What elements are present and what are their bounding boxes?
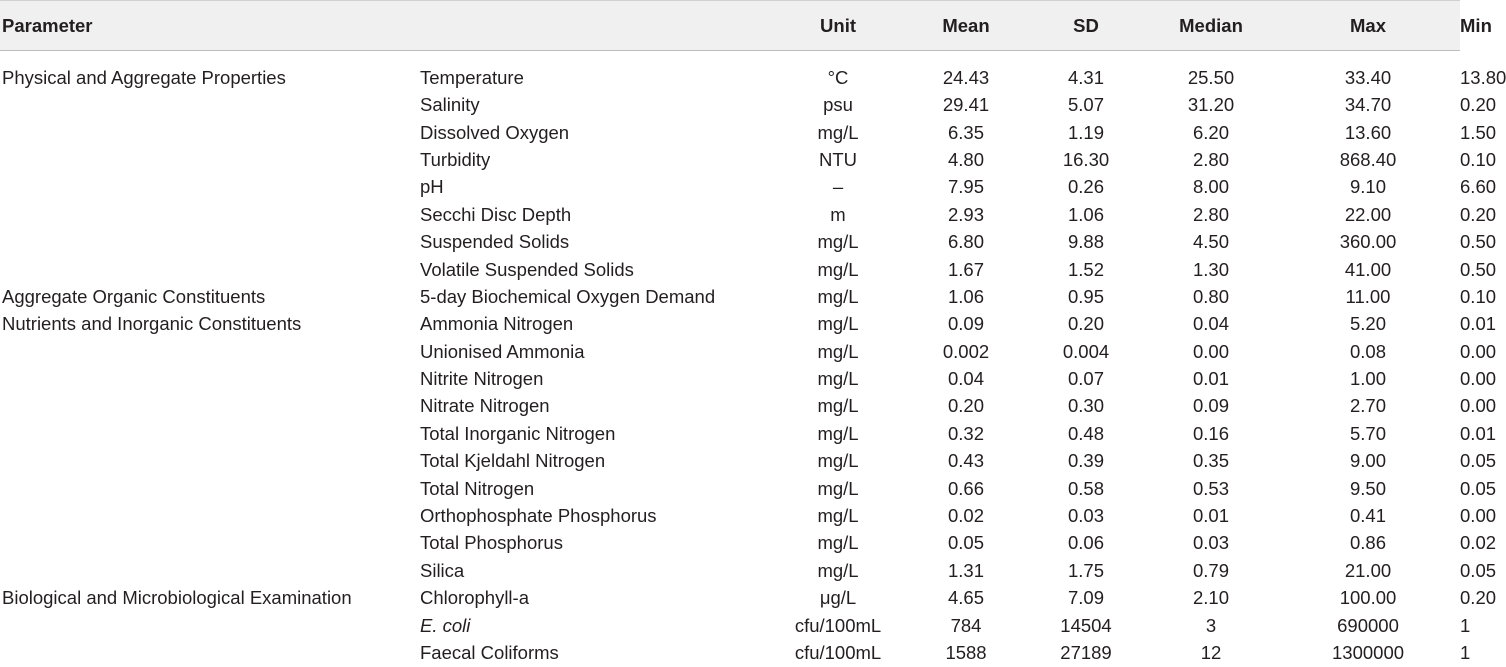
cell-max: 22.00 [1344, 203, 1392, 225]
cell-sd: 0.20 [1068, 313, 1105, 335]
cell-group [0, 612, 418, 639]
table-row: Secchi Disc Depth m 2.93 1.06 2.80 22.00 0.20 [0, 201, 1460, 228]
table-row: Orthophosphate Phosphorus mg/L 0.02 0.03 0.01 0.41 0.00 [0, 502, 1460, 529]
cell-parameter: Total Inorganic Nitrogen [420, 422, 616, 444]
table-row: Suspended Solids mg/L 6.80 9.88 4.50 360.00 0.50 [0, 228, 1460, 255]
cell-max: 690000 [1337, 614, 1399, 636]
cell-group [0, 530, 418, 557]
cell-parameter: Dissolved Oxygen [420, 121, 570, 143]
table-row: Dissolved Oxygen mg/L 6.35 1.19 6.20 13.60 1.50 [0, 119, 1460, 146]
cell-sd: 16.30 [1062, 148, 1110, 170]
cell-sd: 0.26 [1068, 176, 1105, 198]
cell-mean: 29.41 [942, 94, 990, 116]
cell-mean: 0.002 [942, 340, 990, 362]
cell-mean: 2.93 [948, 203, 985, 225]
cell-mean: 6.80 [948, 231, 985, 253]
cell-mean: 0.09 [948, 313, 985, 335]
cell-sd: 1.52 [1068, 258, 1105, 280]
cell-max: 5.20 [1350, 313, 1387, 335]
cell-parameter: Total Nitrogen [420, 477, 535, 499]
table-row: Nitrite Nitrogen mg/L 0.04 0.07 0.01 1.00 0.00 [0, 365, 1460, 392]
cell-median: 0.79 [1193, 559, 1230, 581]
cell-parameter: Total Kjeldahl Nitrogen [420, 450, 606, 472]
table-row: Total Kjeldahl Nitrogen mg/L 0.43 0.39 0.35 9.00 0.05 [0, 448, 1460, 475]
cell-group [0, 393, 418, 420]
cell-sd: 1.06 [1068, 203, 1105, 225]
cell-parameter: Total Phosphorus [420, 532, 563, 554]
cell-sd: 9.88 [1068, 231, 1105, 253]
cell-max: 0.08 [1350, 340, 1387, 362]
cell-unit: mg/L [817, 450, 859, 472]
cell-median: 31.20 [1187, 94, 1235, 116]
cell-sd: 1.19 [1068, 121, 1105, 143]
cell-sd: 1.75 [1068, 559, 1105, 581]
table-row: pH – 7.95 0.26 8.00 9.10 6.60 [0, 174, 1460, 201]
cell-max: 11.00 [1345, 285, 1391, 307]
cell-unit: mg/L [817, 422, 859, 444]
header-parameter: Parameter [0, 1, 770, 51]
cell-sd: 5.07 [1068, 94, 1105, 116]
cell-max: 9.00 [1350, 450, 1387, 472]
cell-sd: 0.07 [1068, 368, 1105, 390]
cell-max: 34.70 [1344, 94, 1392, 116]
cell-sd: 0.30 [1068, 395, 1105, 417]
cell-sd: 0.06 [1068, 532, 1105, 554]
cell-group [0, 119, 418, 146]
cell-mean: 0.20 [948, 395, 985, 417]
cell-group [0, 146, 418, 173]
cell-sd: 0.95 [1068, 285, 1105, 307]
cell-group [0, 338, 418, 365]
cell-median: 0.01 [1193, 368, 1230, 390]
cell-group [0, 92, 418, 119]
cell-median: 8.00 [1193, 176, 1230, 198]
cell-unit: psu [823, 94, 853, 116]
cell-sd: 0.39 [1068, 450, 1105, 472]
table-row: Biological and Microbiological Examination Chlorophyll-a μg/L 4.65 7.09 2.10 100.00 0.20 [0, 585, 1460, 612]
cell-unit: mg/L [817, 121, 859, 143]
cell-group: Physical and Aggregate Properties [2, 67, 286, 89]
cell-parameter: pH [420, 176, 444, 198]
table-row: Nitrate Nitrogen mg/L 0.20 0.30 0.09 2.70 0.00 [0, 393, 1460, 420]
cell-mean: 0.32 [948, 422, 985, 444]
cell-unit: °C [827, 67, 849, 89]
table-row: Nutrients and Inorganic Constituents Ammonia Nitrogen mg/L 0.09 0.20 0.04 5.20 0.01 [0, 311, 1460, 338]
cell-unit: mg/L [817, 532, 859, 554]
cell-group [0, 228, 418, 255]
cell-median: 12 [1200, 642, 1222, 663]
table-row: Turbidity NTU 4.80 16.30 2.80 868.40 0.10 [0, 146, 1460, 173]
cell-mean: 0.05 [948, 532, 985, 554]
cell-mean: 4.80 [948, 148, 985, 170]
table-row: Volatile Suspended Solids mg/L 1.67 1.52 1.30 41.00 0.50 [0, 256, 1460, 283]
cell-sd: 0.58 [1068, 477, 1105, 499]
cell-unit: cfu/100mL [794, 642, 882, 663]
cell-group [0, 365, 418, 392]
cell-unit: mg/L [817, 395, 859, 417]
cell-max: 100.00 [1339, 587, 1397, 609]
cell-sd: 0.004 [1062, 340, 1110, 362]
cell-parameter: Faecal Coliforms [420, 642, 559, 663]
table-row: Physical and Aggregate Properties Temperature °C 24.43 4.31 25.50 33.40 13.80 [0, 51, 1460, 92]
cell-unit: m [830, 203, 846, 225]
cell-mean: 1.06 [948, 285, 985, 307]
cell-unit: – [832, 176, 844, 198]
cell-median: 0.04 [1193, 313, 1230, 335]
cell-max: 33.40 [1344, 67, 1392, 89]
cell-parameter: Nitrate Nitrogen [420, 395, 550, 417]
cell-max: 9.50 [1350, 477, 1387, 499]
cell-mean: 1588 [945, 642, 987, 663]
header-median: Median [1146, 1, 1276, 51]
cell-sd: 4.31 [1068, 67, 1105, 89]
cell-max: 360.00 [1339, 231, 1397, 253]
cell-max: 21.00 [1344, 559, 1392, 581]
table-row: Aggregate Organic Constituents 5-day Biochemical Oxygen Demand mg/L 1.06 0.95 0.80 11.00 0.10 [0, 283, 1460, 310]
cell-parameter: 5-day Biochemical Oxygen Demand [420, 285, 716, 307]
cell-max: 1300000 [1332, 642, 1405, 663]
cell-mean: 7.95 [948, 176, 985, 198]
cell-unit: mg/L [817, 505, 859, 527]
cell-parameter: Volatile Suspended Solids [420, 258, 634, 280]
table-row: Faecal Coliforms cfu/100mL 1588 27189 12 1300000 1 [0, 639, 1460, 666]
cell-parameter: Nitrite Nitrogen [420, 368, 544, 390]
cell-unit: NTU [819, 148, 858, 170]
cell-median: 0.03 [1193, 532, 1230, 554]
cell-group [0, 639, 418, 666]
cell-median: 25.50 [1187, 67, 1235, 89]
table-row: Total Nitrogen mg/L 0.66 0.58 0.53 9.50 0.05 [0, 475, 1460, 502]
cell-max: 13.60 [1344, 121, 1392, 143]
cell-parameter: Temperature [420, 67, 524, 89]
cell-parameter: Silica [420, 559, 465, 581]
cell-median: 2.10 [1193, 587, 1230, 609]
cell-sd: 7.09 [1068, 587, 1105, 609]
cell-parameter: E. coli [420, 614, 471, 636]
cell-unit: mg/L [817, 313, 859, 335]
header-mean: Mean [906, 1, 1026, 51]
cell-median: 0.16 [1193, 422, 1230, 444]
cell-median: 2.80 [1193, 203, 1230, 225]
cell-max: 1.00 [1350, 368, 1387, 390]
cell-mean: 0.43 [948, 450, 985, 472]
cell-median: 0.35 [1193, 450, 1230, 472]
cell-parameter: Ammonia Nitrogen [420, 313, 574, 335]
cell-unit: mg/L [817, 231, 859, 253]
cell-mean: 0.04 [948, 368, 985, 390]
cell-sd: 0.48 [1068, 422, 1105, 444]
cell-max: 41.00 [1344, 258, 1392, 280]
cell-unit: mg/L [817, 559, 859, 581]
cell-mean: 784 [950, 614, 982, 636]
cell-max: 9.10 [1350, 176, 1387, 198]
cell-median: 2.80 [1193, 148, 1230, 170]
cell-parameter: Turbidity [420, 148, 491, 170]
cell-group [0, 475, 418, 502]
cell-mean: 1.67 [948, 258, 985, 280]
header-max: Max [1276, 1, 1460, 51]
table-row: Total Inorganic Nitrogen mg/L 0.32 0.48 0.16 5.70 0.01 [0, 420, 1460, 447]
cell-sd: 0.03 [1068, 505, 1105, 527]
table-row: Silica mg/L 1.31 1.75 0.79 21.00 0.05 [0, 557, 1460, 584]
cell-mean: 1.31 [948, 559, 985, 581]
cell-parameter: Salinity [420, 94, 480, 116]
cell-unit: μg/L [819, 587, 857, 609]
cell-median: 0.80 [1193, 285, 1230, 307]
cell-median: 0.00 [1193, 340, 1230, 362]
table-row: Salinity psu 29.41 5.07 31.20 34.70 0.20 [0, 92, 1460, 119]
cell-unit: mg/L [817, 285, 859, 307]
cell-max: 868.40 [1339, 148, 1397, 170]
table-row: Unionised Ammonia mg/L 0.002 0.004 0.00 0.08 0.00 [0, 338, 1460, 365]
cell-mean: 24.43 [942, 67, 990, 89]
cell-median: 0.53 [1193, 477, 1230, 499]
header-sd: SD [1026, 1, 1146, 51]
cell-unit: mg/L [817, 340, 859, 362]
cell-median: 4.50 [1193, 231, 1230, 253]
header-unit: Unit [770, 1, 906, 51]
cell-parameter: Secchi Disc Depth [420, 203, 572, 225]
cell-parameter: Suspended Solids [420, 231, 570, 253]
table-row: E. coli cfu/100mL 784 14504 3 690000 1 [0, 612, 1460, 639]
cell-mean: 6.35 [948, 121, 985, 143]
table-row: Total Phosphorus mg/L 0.05 0.06 0.03 0.86 0.02 [0, 530, 1460, 557]
cell-group: Aggregate Organic Constituents [2, 285, 266, 307]
cell-group: Nutrients and Inorganic Constituents [2, 313, 302, 335]
cell-unit: mg/L [817, 258, 859, 280]
cell-mean: 4.65 [948, 587, 985, 609]
cell-unit: mg/L [817, 477, 859, 499]
cell-group [0, 420, 418, 447]
cell-median: 6.20 [1193, 121, 1230, 143]
cell-max: 5.70 [1350, 422, 1387, 444]
cell-mean: 0.02 [948, 505, 985, 527]
cell-mean: 0.66 [948, 477, 985, 499]
cell-parameter: Orthophosphate Phosphorus [420, 505, 657, 527]
cell-group [0, 174, 418, 201]
cell-group [0, 557, 418, 584]
cell-parameter: Unionised Ammonia [420, 340, 585, 362]
cell-max: 0.41 [1350, 505, 1387, 527]
cell-max: 2.70 [1350, 395, 1387, 417]
cell-sd: 14504 [1060, 614, 1112, 636]
cell-group [0, 502, 418, 529]
cell-unit: cfu/100mL [794, 614, 882, 636]
cell-group: Biological and Microbiological Examination [2, 587, 352, 609]
cell-median: 0.01 [1193, 505, 1230, 527]
cell-unit: mg/L [817, 368, 859, 390]
header-row: Parameter Unit Mean SD Median Max Min [0, 1, 1460, 51]
cell-parameter: Chlorophyll-a [420, 587, 529, 609]
cell-median: 3 [1205, 614, 1217, 636]
cell-sd: 27189 [1060, 642, 1112, 663]
cell-median: 0.09 [1193, 395, 1230, 417]
cell-max: 0.86 [1350, 532, 1387, 554]
cell-group [0, 448, 418, 475]
cell-median: 1.30 [1193, 258, 1230, 280]
cell-group [0, 201, 418, 228]
cell-group [0, 256, 418, 283]
